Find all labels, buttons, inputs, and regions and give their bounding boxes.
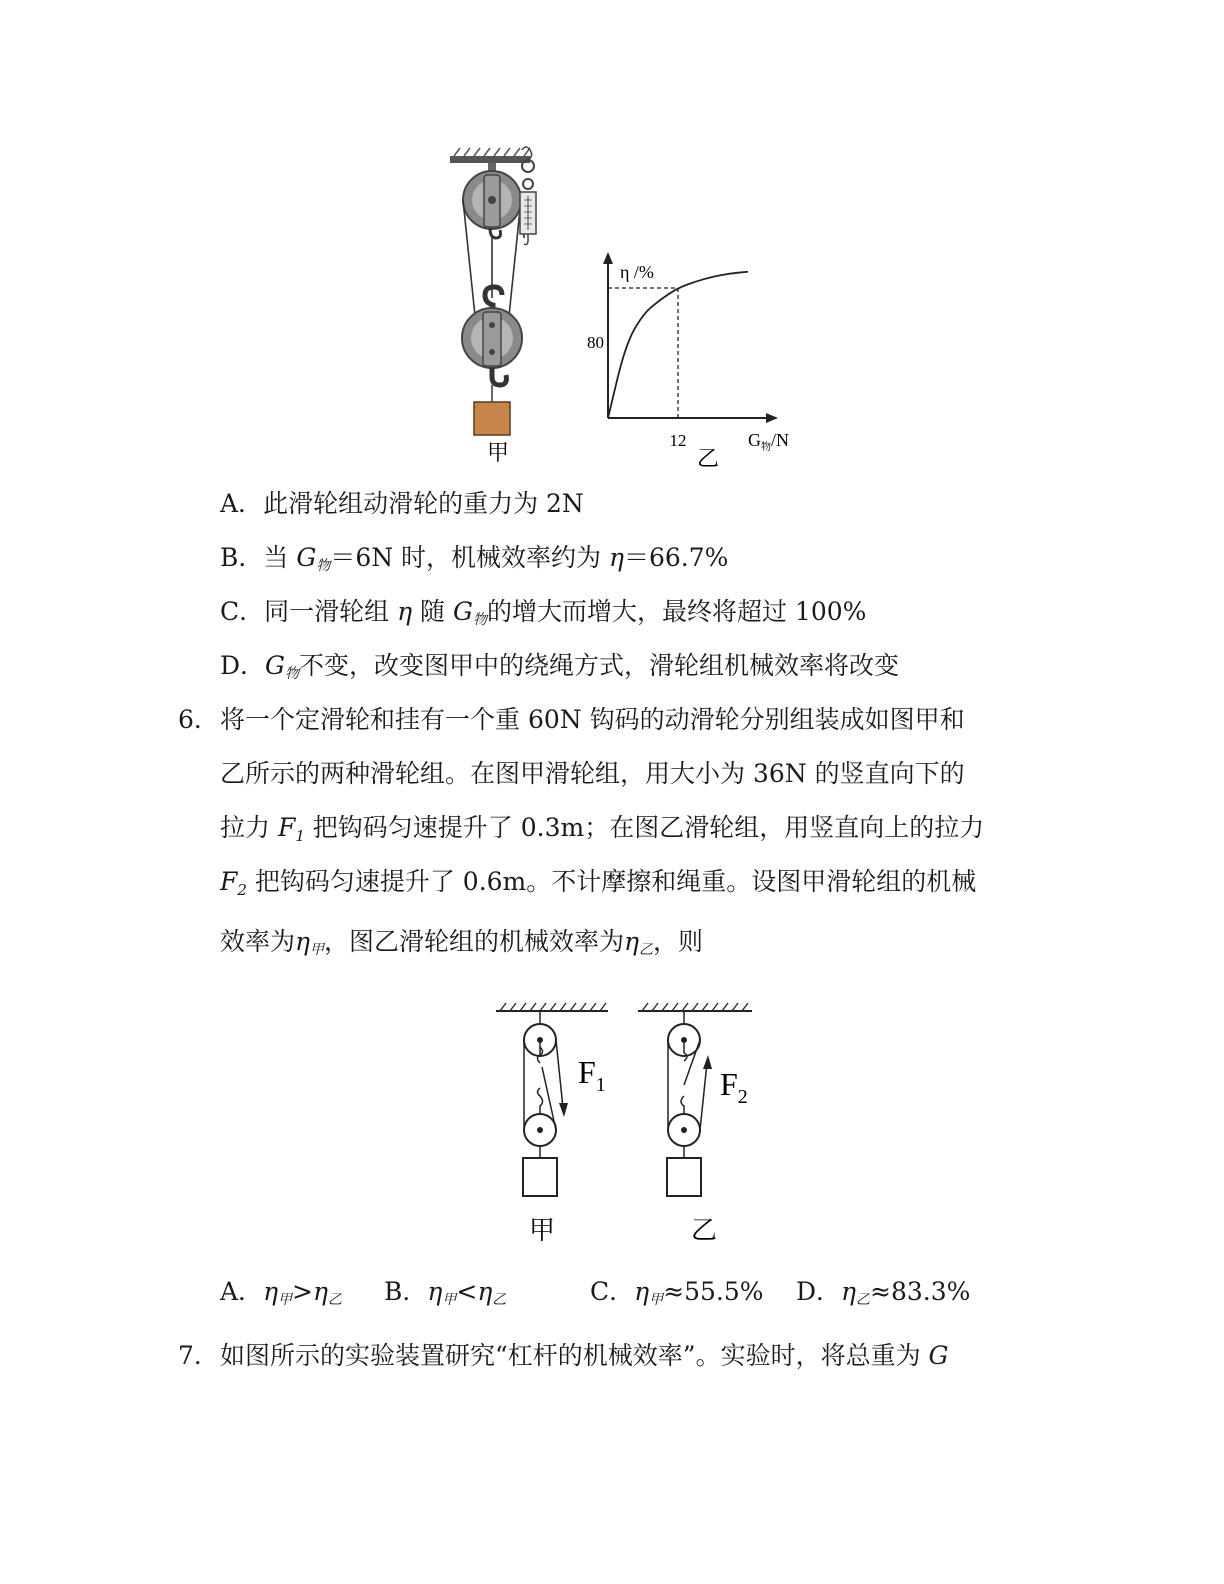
q6-stem-line-3: 拉力 $F_1$ 把钩码匀速提升了 0.3m；在图乙滑轮组，用竖直向上的拉力 bbox=[220, 813, 985, 845]
y-axis-arrow bbox=[603, 252, 613, 264]
figure-label-right: 乙 bbox=[690, 1216, 718, 1245]
q7-number: 7． bbox=[178, 1341, 219, 1370]
figure-two-pulley-systems bbox=[490, 995, 760, 1255]
q5-option-d[interactable]: D．$G_物$不变，改变图甲中的绕绳方式，滑轮组机械效率将改变 bbox=[220, 651, 900, 682]
pulley-system-right bbox=[638, 1003, 752, 1245]
q6-option-b[interactable]: B．$\eta_甲<\eta_乙$ bbox=[384, 1277, 507, 1308]
movable-pulley bbox=[462, 287, 522, 402]
q6-stem-line-2: 乙所示的两种滑轮组。在图甲滑轮组，用大小为 36N 的竖直向下的 bbox=[220, 759, 965, 788]
figure-label-left: 甲 bbox=[528, 1216, 556, 1245]
figure-pulley-and-efficiency-graph bbox=[440, 140, 820, 475]
q6-option-d[interactable]: D．$\eta_乙\approx 83.3\%$ bbox=[796, 1277, 971, 1308]
pulley-system-left bbox=[496, 1003, 608, 1245]
q7-stem-line-1: 如图所示的实验装置研究“杠杆的机械效率”。实验时，将总重为 G bbox=[220, 1341, 949, 1370]
y-marker-label: 80 bbox=[587, 333, 604, 352]
q6-option-a[interactable]: A．$\eta_甲>\eta_乙$ bbox=[220, 1277, 342, 1308]
y-axis-label: η /% bbox=[620, 262, 654, 282]
x-axis-label: $G_物/N$ bbox=[748, 430, 789, 453]
q6-stem-line-1: 将一个定滑轮和挂有一个重 60N 钩码的动滑轮分别组装成如图甲和 bbox=[220, 705, 965, 734]
q6-option-c[interactable]: C．$\eta_甲\approx 55.5\%$ bbox=[590, 1277, 764, 1308]
x-marker-label: 12 bbox=[669, 431, 687, 450]
figure-right-label: 乙 bbox=[696, 446, 720, 471]
efficiency-graph bbox=[587, 252, 789, 471]
q6-stem-line-4: $F_2$ 把钩码匀速提升了 0.6m。不计摩擦和绳重。设图甲滑轮组的机械 bbox=[220, 867, 977, 899]
figure-left-label: 甲 bbox=[486, 440, 510, 465]
x-axis-arrow bbox=[766, 413, 778, 423]
q6-number: 6． bbox=[178, 705, 219, 734]
ceiling bbox=[450, 148, 530, 163]
force-label-f2: $F_2$ bbox=[720, 1066, 748, 1108]
q5-option-c[interactable]: C．同一滑轮组 η 随 $G_物$的增大而增大，最终将超过 100% bbox=[220, 597, 867, 628]
q6-stem-line-5: 效率为$\eta_甲$，图乙滑轮组的机械效率为$\eta_乙$，则 bbox=[220, 927, 704, 958]
q5-option-a[interactable]: A．此滑轮组动滑轮的重力为 2N bbox=[220, 489, 584, 518]
q5-option-b[interactable]: B．当 $G_物=6N$ 时，机械效率约为 η＝66.7% bbox=[220, 543, 729, 574]
weight-block bbox=[474, 402, 510, 435]
force-label-f1: $F_1$ bbox=[578, 1054, 606, 1096]
fixed-pulley bbox=[463, 163, 521, 238]
